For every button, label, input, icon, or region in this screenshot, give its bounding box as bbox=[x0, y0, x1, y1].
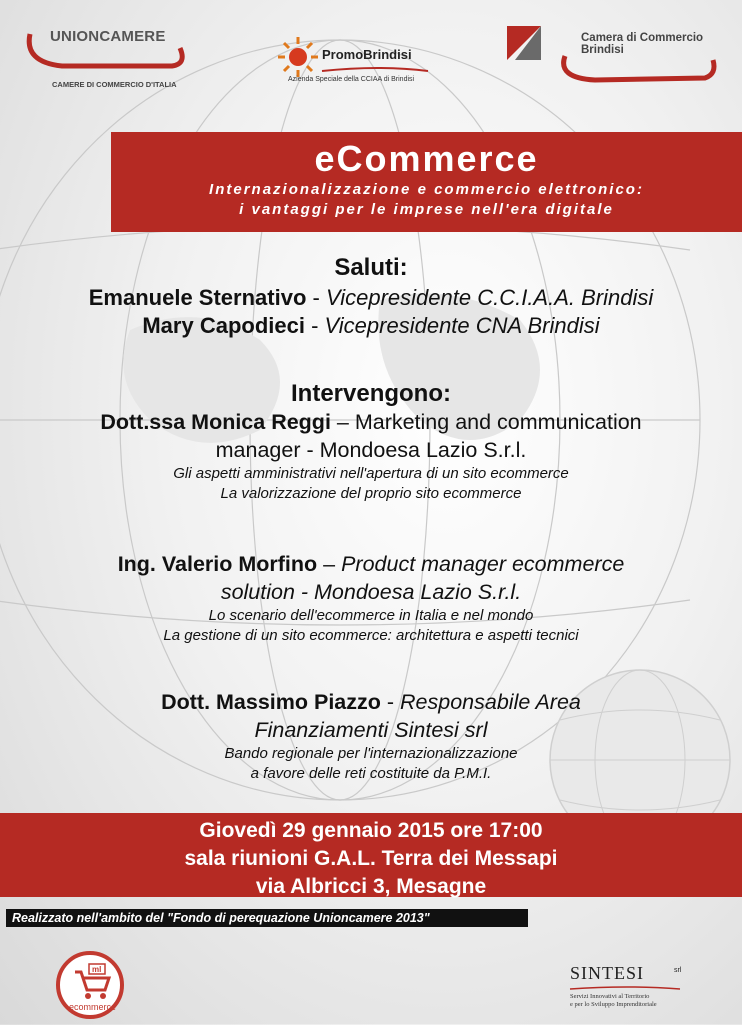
title-banner bbox=[111, 132, 742, 232]
event-place: sala riunioni G.A.L. Terra dei Messapi bbox=[184, 847, 558, 870]
speaker-name: Mary Capodieci bbox=[142, 313, 305, 338]
speaker-role: – Marketing and communication bbox=[330, 410, 642, 434]
sintesi-logo bbox=[568, 963, 688, 1013]
speaker-3-topic-1: Bando regionale per l'internazionalizzazione bbox=[224, 745, 518, 762]
funding-note: Realizzato nell'ambito del "Fondo di perequazione Unioncamere 2013" bbox=[6, 909, 528, 927]
saluti-section bbox=[0, 254, 742, 340]
event-date: Giovedì 29 gennaio 2015 ore 17:00 bbox=[199, 819, 543, 842]
speaker-2-topic-1: Lo scenario dell'ecommerce in Italia e nel mondo bbox=[208, 607, 534, 624]
saluti-heading: Saluti: bbox=[334, 254, 408, 281]
separator: - bbox=[306, 285, 326, 310]
speaker-1-topic-2: La valorizzazione del proprio sito ecommerce bbox=[220, 485, 522, 502]
speaker-3-line-1 bbox=[0, 688, 742, 716]
separator: – bbox=[317, 552, 342, 576]
sintesi-name: SINTESI bbox=[570, 963, 644, 983]
camera-line-1: Camera di Commercio bbox=[581, 32, 704, 44]
unioncamere-name: UNIONCAMERE bbox=[50, 28, 166, 45]
speaker-role: Vicepresidente CNA Brindisi bbox=[324, 313, 600, 338]
promobrindisi-logo bbox=[276, 33, 446, 88]
promo-underline bbox=[320, 65, 430, 75]
speaker-name: Emanuele Sternativo bbox=[88, 285, 307, 310]
sintesi-subtitle bbox=[570, 993, 657, 1009]
speaker-3-topic-2: a favore delle reti costituite da P.M.I. bbox=[250, 765, 492, 782]
speaker-name: Ing. Valerio Morfino bbox=[117, 552, 318, 576]
separator: - bbox=[304, 313, 325, 338]
event-title: eCommerce bbox=[314, 138, 539, 179]
speaker-1-topic-1: Gli aspetti amministrativi nell'apertura di un sito ecommerce bbox=[173, 465, 569, 482]
unioncamere-subtitle: CAMERE DI COMMERCIO D'ITALIA bbox=[52, 80, 177, 89]
sintesi-sub-2: e per lo Sviluppo Imprenditoriale bbox=[570, 1001, 657, 1008]
promobrindisi-subtitle: Azienda Speciale della CCIAA di Brindisi bbox=[288, 76, 415, 83]
speaker-2-line-1 bbox=[0, 550, 742, 578]
speaker-role: solution - Mondoesa Lazio S.r.l. bbox=[220, 580, 522, 604]
unioncamere-logo bbox=[22, 22, 192, 97]
ecommerce-logo bbox=[55, 950, 125, 1020]
intervengono-section bbox=[0, 380, 742, 504]
speaker-name: Dott. Massimo Piazzo bbox=[161, 690, 381, 714]
sintesi-sub-1: Servizi Innovativi al Territorio bbox=[570, 993, 650, 1000]
event-subtitle-2: i vantaggi per le imprese nell'era digitale bbox=[239, 201, 614, 218]
sintesi-srl: srl bbox=[674, 967, 682, 974]
speaker-role: Vicepresidente C.C.I.A.A. Brindisi bbox=[325, 285, 654, 310]
ecommerce-tag: ml bbox=[92, 965, 102, 974]
promobrindisi-name: PromoBrindisi bbox=[322, 47, 412, 62]
speaker-3-section bbox=[0, 688, 742, 784]
speaker-1-line-1 bbox=[0, 408, 742, 436]
speaker-2-line-2 bbox=[0, 578, 742, 606]
saluti-line-2 bbox=[0, 312, 742, 340]
sun-icon bbox=[276, 35, 320, 79]
saluti-line-1 bbox=[0, 284, 742, 312]
event-address: via Albricci 3, Mesagne bbox=[255, 875, 487, 898]
sintesi-underline bbox=[568, 985, 688, 993]
event-info-bar bbox=[0, 813, 742, 897]
camera-line-2: Brindisi bbox=[581, 44, 624, 56]
camera-brindisi-logo bbox=[505, 20, 725, 90]
intervengono-heading: Intervengono: bbox=[291, 380, 451, 407]
speaker-2-topic-2: La gestione di un sito ecommerce: architettura e aspetti tecnici bbox=[163, 627, 579, 644]
speaker-3-line-2 bbox=[0, 716, 742, 744]
camera-brindisi-name bbox=[581, 32, 703, 56]
event-subtitle-1: Internazionalizzazione e commercio elettronico: bbox=[209, 181, 644, 198]
speaker-2-section bbox=[0, 550, 742, 646]
shopping-cart-icon bbox=[55, 950, 125, 1020]
ecommerce-label: ecommerce bbox=[69, 1002, 117, 1012]
speaker-role: Product manager ecommerce bbox=[341, 552, 625, 576]
separator: - bbox=[380, 690, 401, 714]
speaker-role: Finanziamenti Sintesi srl bbox=[254, 718, 488, 742]
speaker-role: Responsabile Area bbox=[400, 690, 581, 714]
speaker-1-line-2: manager - Mondoesa Lazio S.r.l. bbox=[215, 438, 527, 462]
speaker-name: Dott.ssa Monica Reggi bbox=[100, 410, 331, 434]
